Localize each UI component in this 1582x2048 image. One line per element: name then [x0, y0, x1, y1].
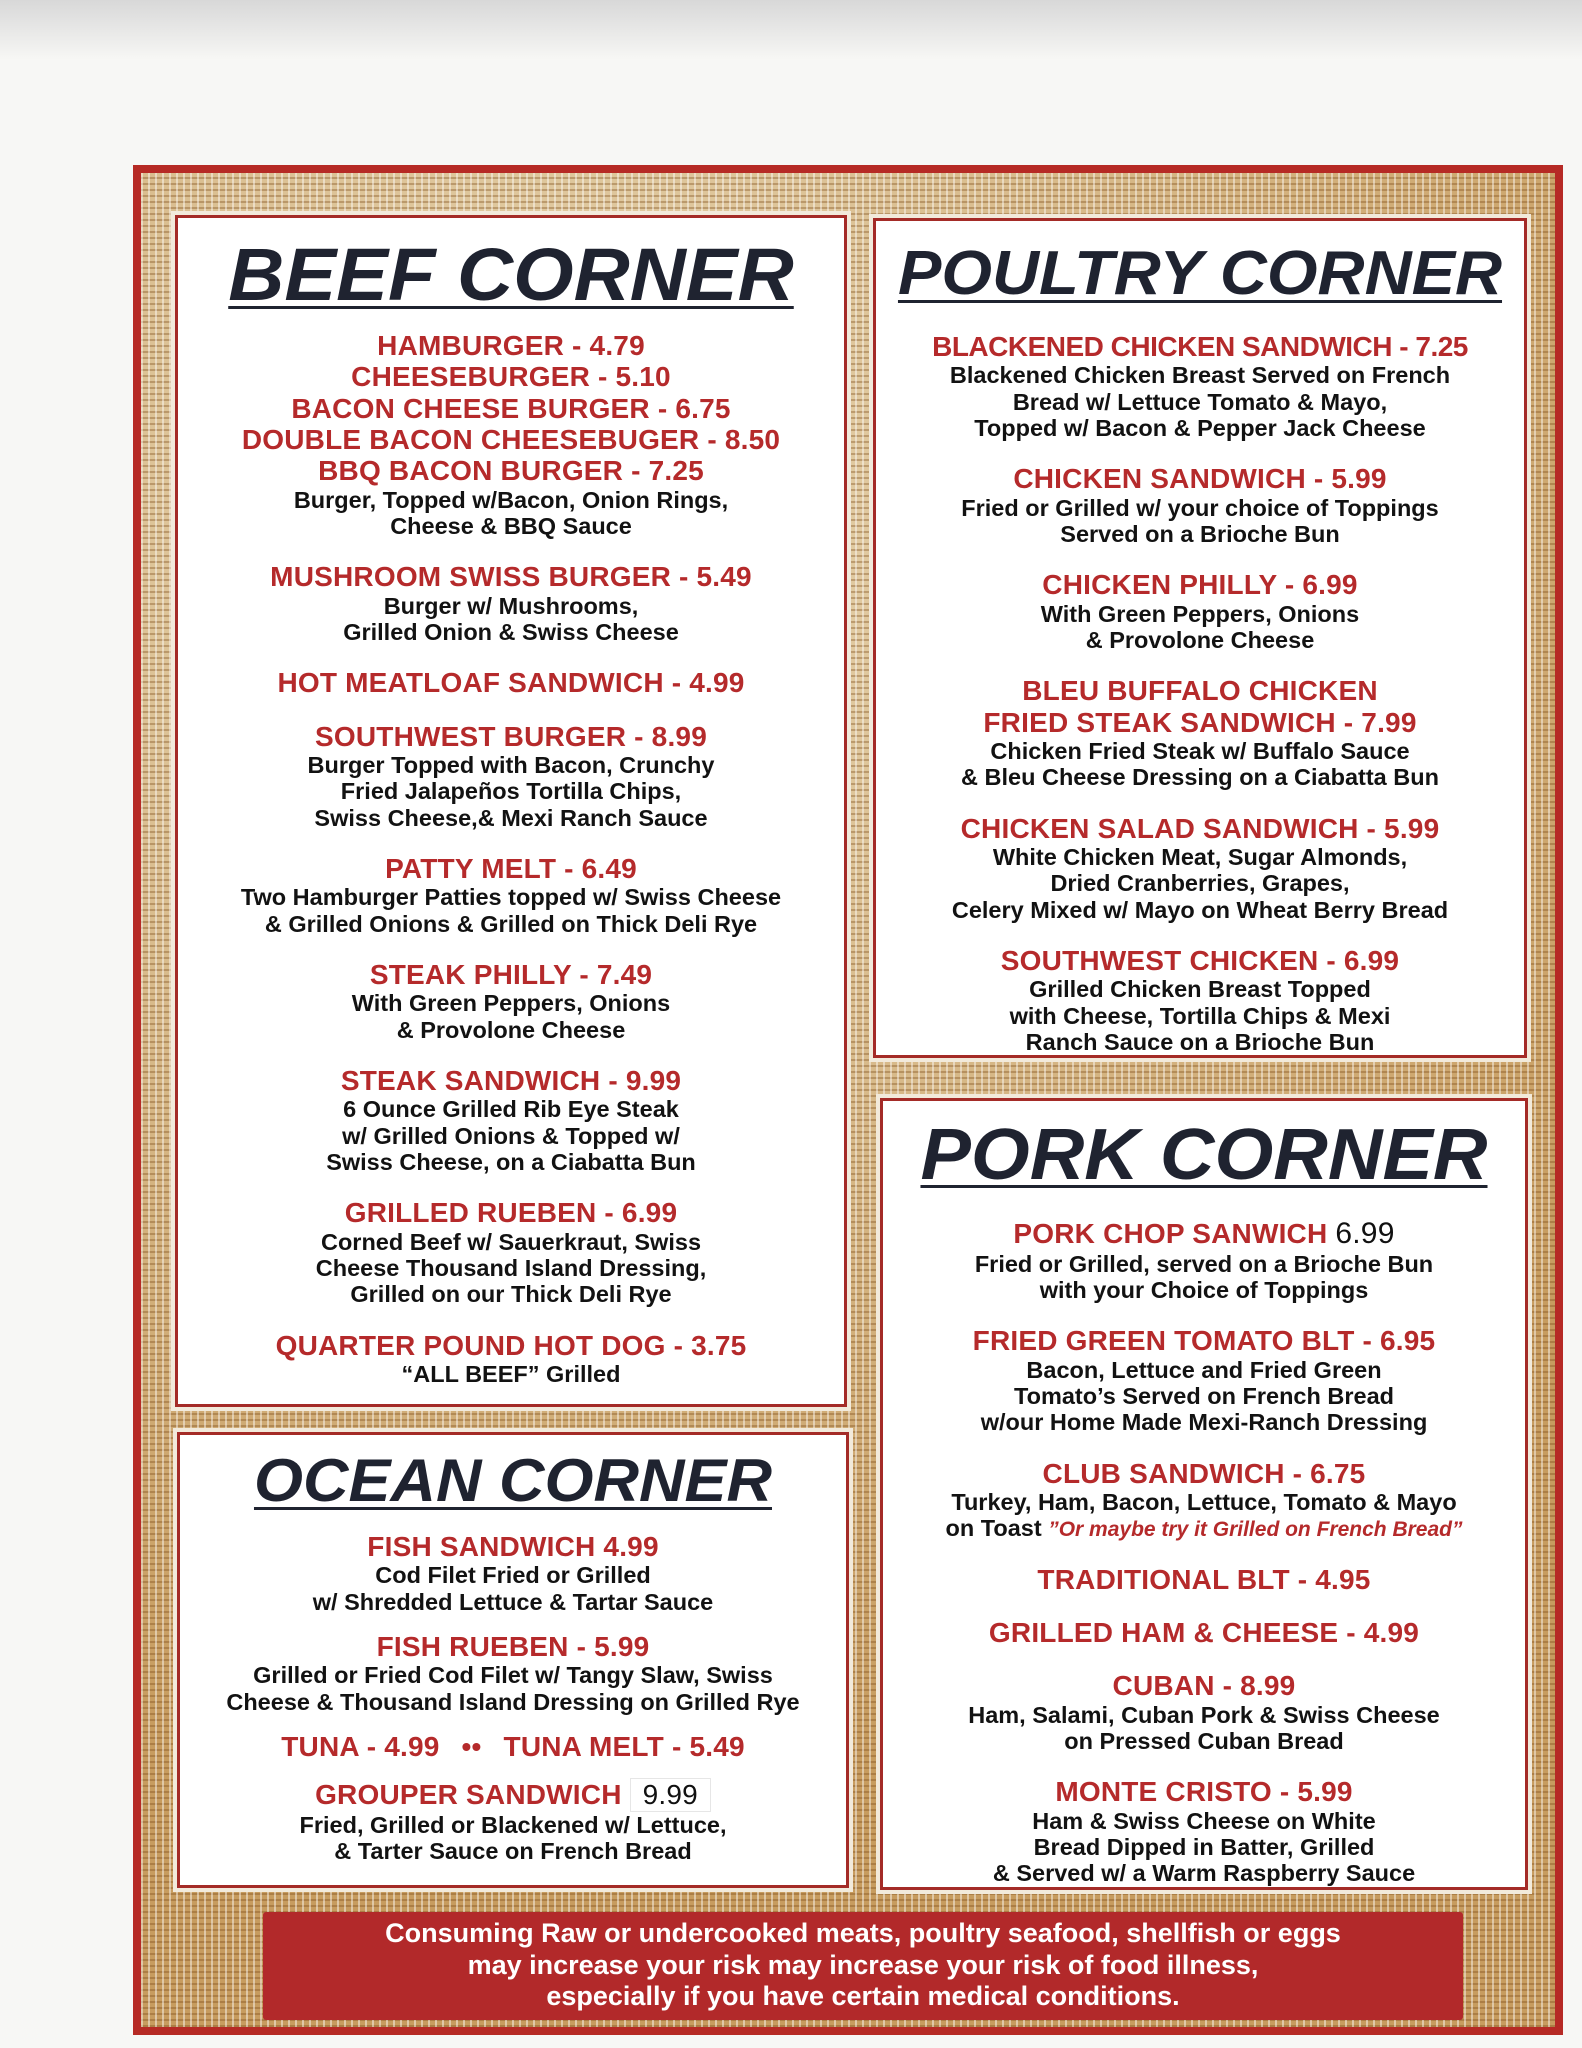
menu-item-desc: Ham, Salami, Cuban Pork & Swiss Cheese [968, 1701, 1440, 1728]
menu-item-desc: Grilled on our Thick Deli Rye [350, 1281, 672, 1308]
menu-item-title: SOUTHWEST BURGER - 8.99 [315, 720, 707, 752]
menu-item-note: ”Or maybe try it Grilled on French Bread” [1048, 1518, 1463, 1542]
menu-item-title: SOUTHWEST CHICKEN - 6.99 [1000, 944, 1400, 976]
menu-item-desc: Cheese Thousand Island Dressing, [315, 1255, 707, 1281]
menu-item-title: CHEESEBURGER - 5.10 [351, 361, 671, 393]
menu-item-desc: Corned Beef w/ Sauerkraut, Swiss [320, 1228, 702, 1255]
pork-items [883, 1217, 1525, 1887]
menu-item-desc: Celery Mixed w/ Mayo on Wheat Berry Bread [951, 896, 1449, 923]
menu-item-title: GRILLED HAM & CHEESE - 4.99 [988, 1617, 1420, 1649]
pork-corner-title: PORK CORNER [920, 1115, 1488, 1195]
pork-corner-panel [880, 1098, 1528, 1890]
menu-item-name: FISH SANDWICH [367, 1531, 596, 1562]
menu-item-desc: Dried Cranberries, Grapes, [1050, 870, 1350, 897]
menu-item-title: MONTE CRISTO - 5.99 [1055, 1776, 1353, 1808]
menu-item-desc: & Provolone Cheese [396, 1016, 626, 1043]
menu-item-title: HOT MEATLOAF SANDWICH - 4.99 [277, 667, 745, 699]
menu-item-title: TRADITIONAL BLT - 4.95 [1037, 1563, 1371, 1595]
menu-item-desc-prefix: on Toast [945, 1515, 1049, 1542]
menu-item-desc: Grilled Chicken Breast Topped [1029, 976, 1371, 1003]
warning-line: may increase your risk may increase your risk of food illness, [467, 1949, 1259, 1980]
menu-item-desc: Cheese & Thousand Island Dressing on Grilled Rye [226, 1688, 800, 1715]
menu-item-name: GROUPER SANDWICH [315, 1779, 622, 1811]
fish-sandwich-title [180, 1531, 846, 1562]
menu-item-desc: w/ Shredded Lettuce & Tartar Sauce [312, 1588, 714, 1615]
menu-item-desc: Bread w/ Lettuce Tomato & Mayo, [1012, 388, 1388, 415]
menu-item-desc: w/our Home Made Mexi-Ranch Dressing [980, 1409, 1428, 1436]
menu-item-desc: With Green Peppers, Onions [1040, 600, 1360, 627]
poultry-corner-title: POULTRY CORNER [897, 239, 1503, 308]
ocean-corner-title: OCEAN CORNER [253, 1447, 773, 1514]
menu-item-title: BACON CHEESE BURGER - 6.75 [291, 392, 731, 424]
menu-item-title: CHICKEN SALAD SANDWICH - 5.99 [960, 812, 1440, 844]
menu-item-desc: Two Hamburger Patties topped w/ Swiss Cheese [240, 884, 782, 911]
menu-item-desc: with Cheese, Tortilla Chips & Mexi [1009, 1002, 1391, 1029]
grouper-title [180, 1778, 846, 1811]
menu-item-desc: White Chicken Meat, Sugar Almonds, [992, 843, 1408, 870]
menu-item-desc: Topped w/ Bacon & Pepper Jack Cheese [974, 414, 1426, 441]
scan-edge [0, 0, 1582, 60]
menu-item-desc: Blackened Chicken Breast Served on French [949, 362, 1451, 389]
menu-item-desc: With Green Peppers, Onions [351, 990, 671, 1017]
menu-item-desc: & Bleu Cheese Dressing on a Ciabatta Bun [961, 764, 1439, 791]
menu-item-desc: Fried, Grilled or Blackened w/ Lettuce, [299, 1811, 727, 1838]
menu-item-name: TUNA - 4.99 [281, 1730, 440, 1762]
menu-item-desc: Fried or Grilled w/ your choice of Toppings [961, 494, 1439, 521]
menu-item-desc: Cod Filet Fried or Grilled [375, 1562, 651, 1589]
menu-item-desc: & Tarter Sauce on French Bread [334, 1838, 692, 1864]
menu-item-title: BLEU BUFFALO CHICKEN [1022, 675, 1378, 707]
menu-item-title: GRILLED RUEBEN - 6.99 [344, 1197, 678, 1229]
menu-item-desc: Fried or Grilled, served on a Brioche Bun [974, 1250, 1434, 1277]
menu-item-name: PORK CHOP SANWICH [1013, 1218, 1328, 1249]
menu-item-title: BBQ BACON BURGER - 7.25 [318, 455, 704, 487]
ocean-items [180, 1531, 846, 1864]
food-safety-warning [263, 1912, 1463, 2020]
beef-items [178, 330, 844, 1387]
menu-item-desc: Swiss Cheese,& Mexi Ranch Sauce [314, 804, 708, 831]
menu-item-desc [883, 1515, 1525, 1542]
pork-chop-title [883, 1217, 1525, 1251]
menu-item-title: FRIED STEAK SANDWICH - 7.99 [983, 706, 1417, 738]
menu-item-desc: Burger, Topped w/Bacon, Onion Rings, [293, 486, 729, 513]
poultry-corner-panel [873, 218, 1527, 1058]
menu-item-name: TUNA MELT - 5.49 [503, 1730, 745, 1762]
menu-item-desc: Bacon, Lettuce and Fried Green [1026, 1356, 1382, 1383]
beef-corner-panel [175, 215, 847, 1407]
menu-item-desc: w/ Grilled Onions & Topped w/ [342, 1122, 680, 1149]
menu-item-desc: “ALL BEEF” Grilled [401, 1360, 621, 1387]
menu-item-title: FRIED GREEN TOMATO BLT - 6.95 [972, 1325, 1436, 1357]
menu-item-title: CHICKEN SANDWICH - 5.99 [1013, 463, 1387, 495]
menu-item-desc: Served on a Brioche Bun [1060, 520, 1340, 547]
menu-item-title: CHICKEN PHILLY - 6.99 [1042, 569, 1358, 601]
ocean-corner-panel [177, 1432, 849, 1888]
menu-item-desc: Turkey, Ham, Bacon, Lettuce, Tomato & Mayo [951, 1488, 1457, 1515]
warning-line: especially if you have certain medical conditions. [546, 1981, 1180, 2012]
poultry-items [876, 331, 1524, 1055]
menu-item-desc: Burger w/ Mushrooms, [383, 592, 639, 619]
menu-item-title: BLACKENED CHICKEN SANDWICH - 7.25 [932, 331, 1468, 362]
menu-item-title: PATTY MELT - 6.49 [385, 853, 637, 885]
handwritten-price: 6.99 [1335, 1217, 1395, 1250]
menu-item-desc: & Grilled Onions & Grilled on Thick Deli Rye [264, 910, 758, 937]
menu-item-desc: on Pressed Cuban Bread [1064, 1728, 1344, 1755]
menu-item-title: QUARTER POUND HOT DOG - 3.75 [275, 1329, 747, 1361]
warning-line: Consuming Raw or undercooked meats, poultry seafood, shellfish or eggs [385, 1918, 1341, 1948]
price-sticker: 9.99 [630, 1778, 711, 1811]
beef-corner-title: BEEF CORNER [228, 233, 794, 316]
menu-item-desc: 6 Ounce Grilled Rib Eye Steak [343, 1096, 679, 1123]
menu-item-title: MUSHROOM SWISS BURGER - 5.49 [270, 561, 752, 593]
menu-item-title: STEAK PHILLY - 7.49 [369, 959, 653, 991]
menu-item-title: STEAK SANDWICH - 9.99 [340, 1065, 682, 1097]
menu-item-title: HAMBURGER - 4.79 [377, 330, 645, 361]
menu-item-desc: Cheese & BBQ Sauce [390, 513, 632, 540]
menu-item-title: CLUB SANDWICH - 6.75 [1042, 1457, 1366, 1489]
tuna-line [180, 1731, 846, 1762]
menu-item-title: CUBAN - 8.99 [1112, 1670, 1296, 1702]
menu-item-desc: Chicken Fried Steak w/ Buffalo Sauce [990, 737, 1410, 764]
menu-item-desc: Grilled Onion & Swiss Cheese [343, 619, 679, 646]
menu-item-desc: & Served w/ a Warm Raspberry Sauce [992, 1860, 1416, 1887]
menu-item-desc: with your Choice of Toppings [1039, 1276, 1369, 1303]
menu-item-title: FISH RUEBEN - 5.99 [376, 1630, 650, 1662]
bullet-separator: •• [461, 1730, 482, 1762]
menu-item-desc: Bread Dipped in Batter, Grilled [1033, 1834, 1375, 1861]
menu-item-desc: Swiss Cheese, on a Ciabatta Bun [326, 1149, 696, 1176]
menu-item-desc: Burger Topped with Bacon, Crunchy [307, 752, 715, 779]
menu-item-desc: Tomato’s Served on French Bread [1013, 1382, 1394, 1409]
menu-item-desc: & Provolone Cheese [1085, 626, 1315, 653]
handwritten-price: 4.99 [603, 1531, 659, 1562]
menu-item-desc: Grilled or Fried Cod Filet w/ Tangy Slaw, Swiss [253, 1662, 773, 1689]
menu-item-desc: Ham & Swiss Cheese on White [1032, 1807, 1376, 1834]
menu-item-title: DOUBLE BACON CHEESEBUGER - 8.50 [241, 424, 781, 456]
menu-item-desc: Fried Jalapeños Tortilla Chips, [340, 778, 682, 805]
menu-item-desc: Ranch Sauce on a Brioche Bun [1025, 1028, 1375, 1055]
